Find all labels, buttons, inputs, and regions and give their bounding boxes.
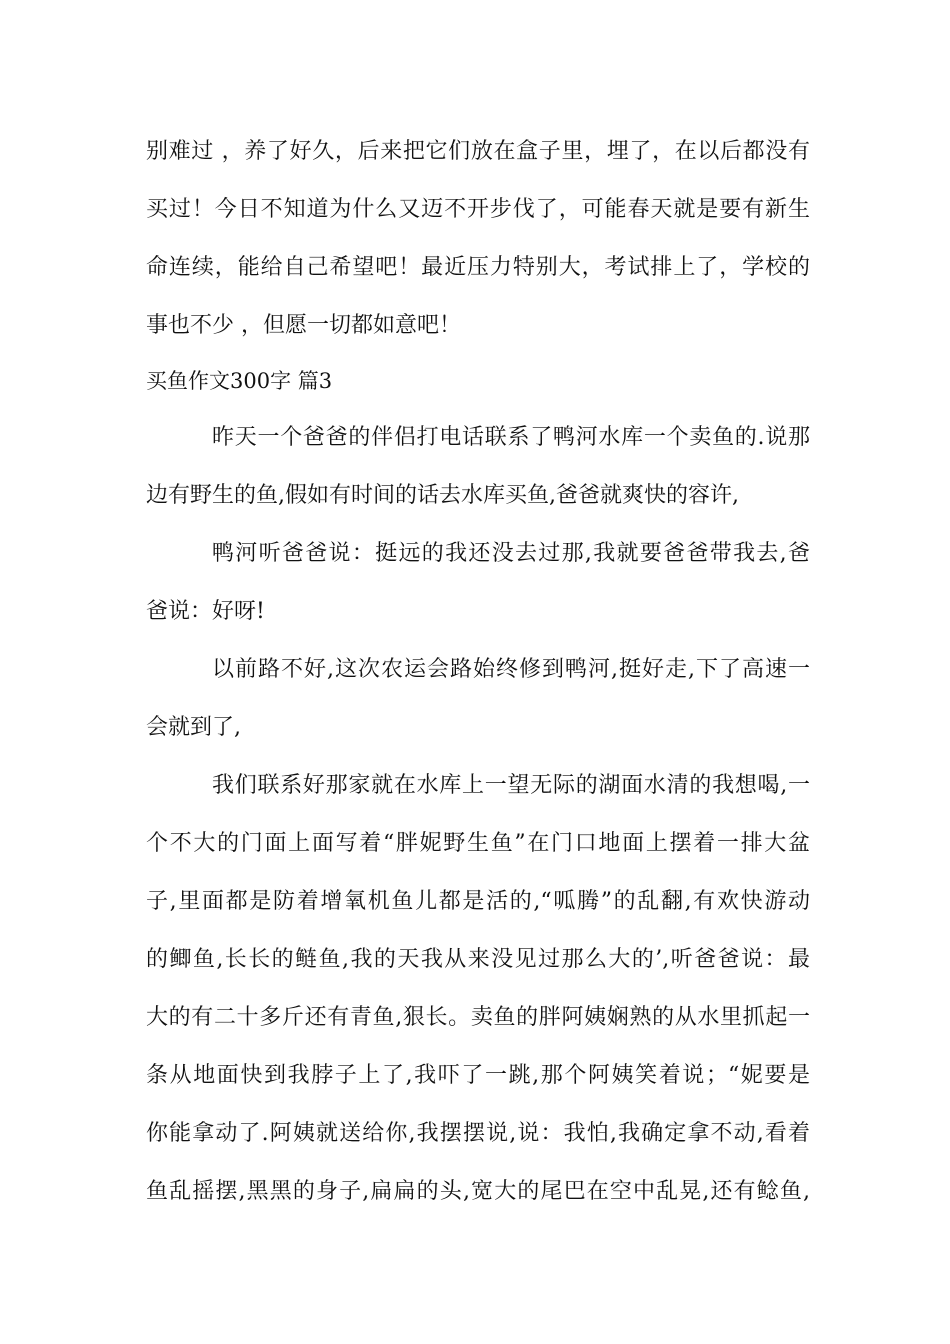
paragraph-4-line-7: 你能拿动了.阿姨就送给你,我摆摆说,说：我怕,我确定拿不动,看着 (146, 1121, 810, 1146)
intro-line-4: 事也不少 ，但愿一切都如意吧！ (146, 313, 461, 338)
paragraph-3-line-1: 以前路不好,这次农运会路始终修到鸭河,挺好走,下了高速一 (212, 657, 810, 682)
paragraph-3-line-2: 会就到了, (146, 715, 241, 740)
intro-line-2: 买过！今日不知道为什么又迈不开步伐了，可能春天就是要有新生 (146, 197, 810, 222)
paragraph-4-line-4: 的鲫鱼,长长的鲢鱼,我的天我从来没见过那么大的’,听爸爸说：最 (146, 947, 810, 972)
paragraph-4-line-5: 大的有二十多斤还有青鱼,狠长。卖鱼的胖阿姨娴熟的从水里抓起一 (146, 1005, 810, 1030)
intro-line-1: 别难过 ，养了好久，后来把它们放在盒子里，埋了，在以后都没有 (146, 139, 810, 164)
paragraph-1-line-1: 昨天一个爸爸的伴侣打电话联系了鸭河水库一个卖鱼的.说那 (212, 425, 810, 450)
paragraph-2-line-2: 爸说：好呀! (146, 599, 265, 624)
paragraph-1-line-2: 边有野生的鱼,假如有时间的话去水库买鱼,爸爸就爽快的容许, (146, 483, 739, 508)
paragraph-4-line-8: 鱼乱摇摆,黑黑的身子,扁扁的头,宽大的尾巴在空中乱晃,还有鲶鱼, (146, 1179, 810, 1204)
paragraph-4-line-1: 我们联系好那家就在水库上一望无际的湖面水清的我想喝,一 (212, 773, 810, 798)
section-heading: 买鱼作文300字 篇3 (146, 369, 333, 393)
paragraph-4-line-6: 条从地面快到我脖子上了,我吓了一跳,那个阿姨笑着说；“妮要是 (146, 1063, 810, 1088)
paragraph-2-line-1: 鸭河听爸爸说：挺远的我还没去过那,我就要爸爸带我去,爸 (212, 541, 810, 566)
paragraph-4-line-2: 个不大的门面上面写着“胖妮野生鱼”在门口地面上摆着一排大盆 (146, 831, 810, 856)
paragraph-4-line-3: 子,里面都是防着增氧机鱼儿都是活的,“呱腾”的乱翻,有欢快游动 (146, 889, 810, 914)
intro-line-3: 命连续，能给自己希望吧！最近压力特别大，考试排上了，学校的 (146, 255, 810, 280)
